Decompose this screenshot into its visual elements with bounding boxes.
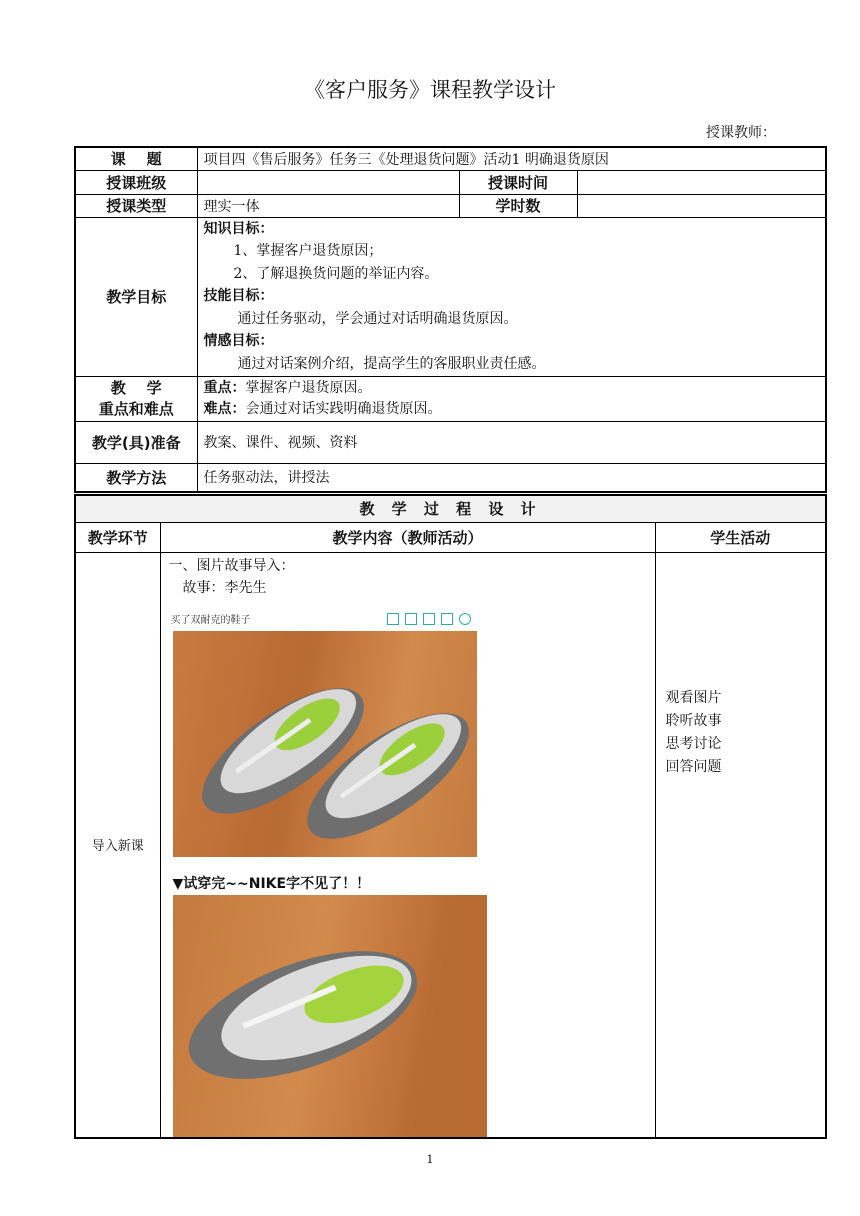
process-banner: 教 学 过 程 设 计 (75, 495, 826, 522)
prep-label: 教学(具)准备 (75, 421, 197, 463)
intro-line-2: 故事：李先生 (182, 579, 267, 596)
prep-value: 教案、课件、视频、资料 (197, 421, 826, 463)
hours-value (577, 194, 826, 217)
method-value: 任务驱动法，讲授法 (197, 463, 826, 492)
course-info-table (74, 146, 827, 493)
col-header-student: 学生活动 (655, 522, 826, 552)
key-points-content (197, 376, 826, 421)
method-label: 教学方法 (75, 463, 197, 492)
image1-caption: 买了双耐克的鞋子 (170, 614, 251, 626)
topic-value: 项目四《售后服务》任务三《处理退货问题》活动1 明确退货原因 (197, 147, 826, 170)
page-number: 1 (426, 1153, 434, 1166)
content-cell (160, 552, 655, 1138)
goal-label: 教学目标 (75, 217, 197, 376)
emotion-goal-title: 情感目标： (203, 333, 274, 350)
type-value: 理实一体 (197, 194, 459, 217)
key-point-title: 重点： (203, 379, 246, 396)
student-activity-item: 回答问题 (665, 758, 722, 775)
emotion-goal: 通过对话案例介绍，提高学生的客服职业责任感。 (237, 355, 546, 372)
knowledge-goal-1: 1、掌握客户退货原因； (233, 243, 383, 260)
knowledge-goal-2: 2、了解退换货问题的举证内容。 (233, 265, 439, 282)
document-title: 《客户服务》课程教学设计 (304, 78, 556, 102)
difficult-title: 难点： (203, 400, 246, 417)
bookmark-icon (387, 613, 399, 625)
student-activity-item: 思考讨论 (665, 735, 722, 752)
sneaker-illustration (173, 895, 487, 1137)
key-points-label: 教 学 重点和难点 (75, 376, 197, 421)
sneakers-illustration (173, 631, 477, 857)
class-label: 授课班级 (75, 170, 197, 194)
time-label: 授课时间 (459, 170, 577, 194)
col-header-stage: 教学环节 (75, 522, 160, 552)
student-activity-item: 聆听故事 (665, 712, 722, 729)
goal-content (197, 217, 826, 376)
teacher-label: 授课教师： (706, 125, 776, 141)
hours-label: 学时数 (459, 194, 577, 217)
student-activity-cell (655, 552, 826, 1138)
skill-goal: 通过任务驱动，学会通过对话明确退货原因。 (237, 310, 518, 327)
settings-icon (459, 613, 471, 625)
shoes-photo-2 (173, 895, 487, 1137)
share-icon (441, 613, 453, 625)
skill-goal-title: 技能目标： (203, 288, 274, 305)
expand-icon (405, 613, 417, 625)
col-header-content: 教学内容（教师活动） (160, 522, 655, 552)
shoes-photo-1 (173, 631, 477, 857)
knowledge-goal-title: 知识目标： (203, 220, 274, 237)
image2-caption: ▼试穿完~~NIKE字不见了！！ (172, 875, 371, 892)
stage-cell: 导入新课 (75, 552, 160, 1138)
type-label: 授课类型 (75, 194, 197, 217)
topic-label: 课 题 (75, 147, 197, 170)
student-activity-item: 观看图片 (665, 689, 722, 706)
time-value (577, 170, 826, 194)
student-activity-list (662, 687, 820, 779)
difficult-point: 会通过对话实践明确退货原因。 (245, 400, 442, 417)
intro-line-1: 一、图片故事导入： (168, 557, 295, 574)
teaching-process-table (74, 494, 827, 1139)
key-point: 掌握客户退货原因。 (245, 379, 372, 396)
image-toolbar (381, 613, 471, 629)
image-icon (423, 613, 435, 625)
class-value (197, 170, 459, 194)
